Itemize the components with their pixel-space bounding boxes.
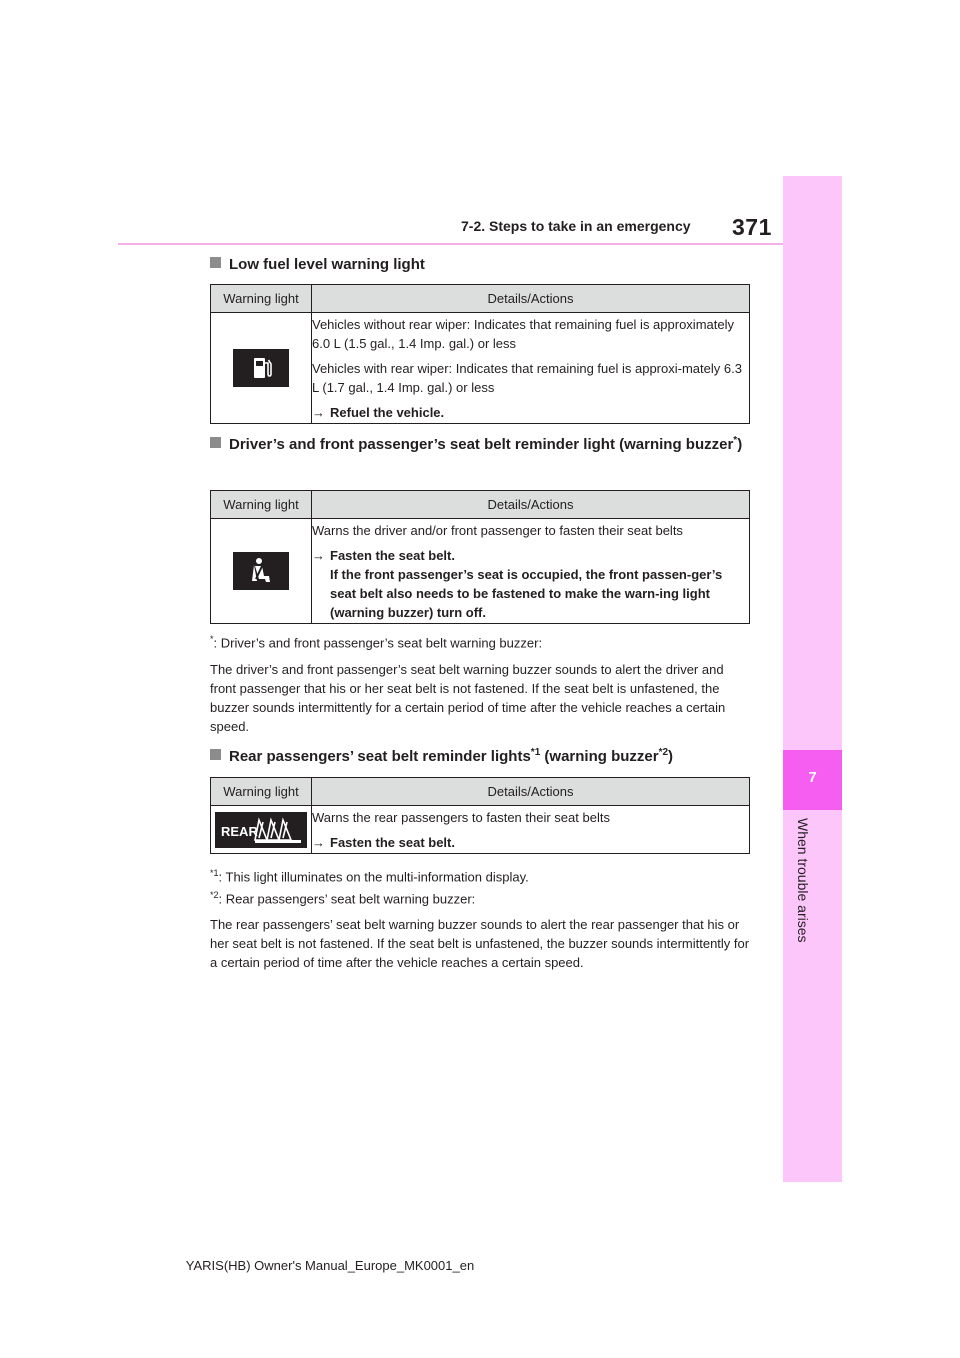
details-cell — [312, 313, 750, 424]
table-row — [211, 313, 750, 424]
bullet-square-icon — [210, 257, 221, 268]
column-header-details: Details/Actions — [312, 778, 750, 806]
seat-belt-icon — [233, 552, 289, 590]
rear-seat-belt-icon — [215, 812, 307, 848]
section-heading-low-fuel: Low fuel level warning light — [210, 252, 425, 277]
document-footer: YARIS(HB) Owner's Manual_Europe_MK0001_en — [185, 1258, 475, 1273]
footnote: *: Driver’s and front passenger’s seat belt warning buzzer: — [210, 634, 543, 651]
low-fuel-table — [210, 284, 750, 424]
header-rule — [118, 243, 783, 245]
detail-text: Warns the rear passengers to fasten their seat belts — [312, 810, 610, 825]
action-text: → Fasten the seat belt. If the front passenger’s seat is occupied, the front passen-ger’s seat belt also needs to be fastened to make the warn-ing light (warning buzzer) turn off. — [312, 548, 723, 620]
action-text: → Refuel the vehicle. — [312, 405, 445, 420]
arrow-right-icon: → — [312, 548, 325, 563]
section-heading-front-seat-belt: Driver’s and front passenger’s seat belt reminder light (warning buzzer*) — [210, 432, 750, 457]
warning-light-cell — [211, 806, 312, 854]
table-header-row — [211, 491, 750, 519]
column-header-warning-light: Warning light — [211, 285, 312, 313]
table-row — [211, 806, 750, 854]
page-number: 371 — [732, 214, 772, 240]
section-heading-rear-seat-belt: Rear passengers’ seat belt reminder lights$^{*1}$ (warning buzzer$^{*2}$) — [210, 744, 673, 769]
front-seat-belt-table — [210, 490, 750, 624]
svg-text:REAR: REAR — [221, 823, 258, 839]
chapter-title — [797, 818, 825, 958]
detail-text: Warns the driver and/or front passenger to fasten their seat belts — [312, 523, 683, 538]
chapter-side-band — [783, 176, 842, 1182]
rear-seat-belt-table — [210, 777, 750, 854]
body-paragraph: The driver’s and front passenger’s seat belt warning buzzer sounds to alert the driver and front passenger that his or her seat belt is not fastened. If the seat belt is unfastened, the buzzer sounds intermittently for a certain period of time after the vehicle reaches a certain speed. — [210, 662, 726, 734]
body-paragraph: The rear passengers’ seat belt warning buzzer sounds to alert the rear passenger that his or her seat belt is not fastened. If the seat belt is unfastened, the buzzer sounds intermittently for a certain period of time after the vehicle reaches a certain speed. — [210, 917, 750, 970]
chapter-number: 7 — [808, 769, 817, 786]
arrow-right-icon: → — [312, 835, 325, 850]
column-header-warning-light: Warning light — [211, 778, 312, 806]
action-text: → Fasten the seat belt. — [312, 835, 455, 850]
table-row — [211, 519, 750, 624]
detail-text: Vehicles with rear wiper: Indicates that remaining fuel is approxi-mately 6.3 L (1.7 gal., 1.4 Imp. gal.) or less — [312, 361, 742, 395]
chapter-tab[interactable] — [783, 750, 842, 810]
running-head: 7-2. Steps to take in an emergency — [461, 218, 691, 234]
footnote: $^{*1}$: This light illuminates on the multi-information display. — [210, 868, 529, 885]
warning-light-cell — [211, 313, 312, 424]
column-header-warning-light: Warning light — [211, 491, 312, 519]
action-extra-text: If the front passenger’s seat is occupied, the front passen-ger’s seat belt also needs to be fastened to make the warn-ing light (warning buzzer) turn off. — [330, 567, 723, 620]
table-header-row — [211, 285, 750, 313]
column-header-details: Details/Actions — [312, 285, 750, 313]
footnote: $^{*2}$: Rear passengers’ seat belt warning buzzer: — [210, 890, 476, 907]
chapter-title-text: When trouble arises — [795, 818, 811, 943]
details-cell — [312, 806, 750, 854]
details-cell — [312, 519, 750, 624]
warning-light-cell — [211, 519, 312, 624]
bullet-square-icon — [210, 749, 221, 760]
table-header-row — [211, 778, 750, 806]
fuel-pump-icon — [233, 349, 289, 387]
arrow-right-icon: → — [312, 405, 325, 420]
bullet-square-icon — [210, 437, 221, 448]
detail-text: Vehicles without rear wiper: Indicates that remaining fuel is approximately 6.0 L (1.5 gal., 1.4 Imp. gal.) or less — [312, 317, 734, 351]
column-header-details: Details/Actions — [312, 491, 750, 519]
